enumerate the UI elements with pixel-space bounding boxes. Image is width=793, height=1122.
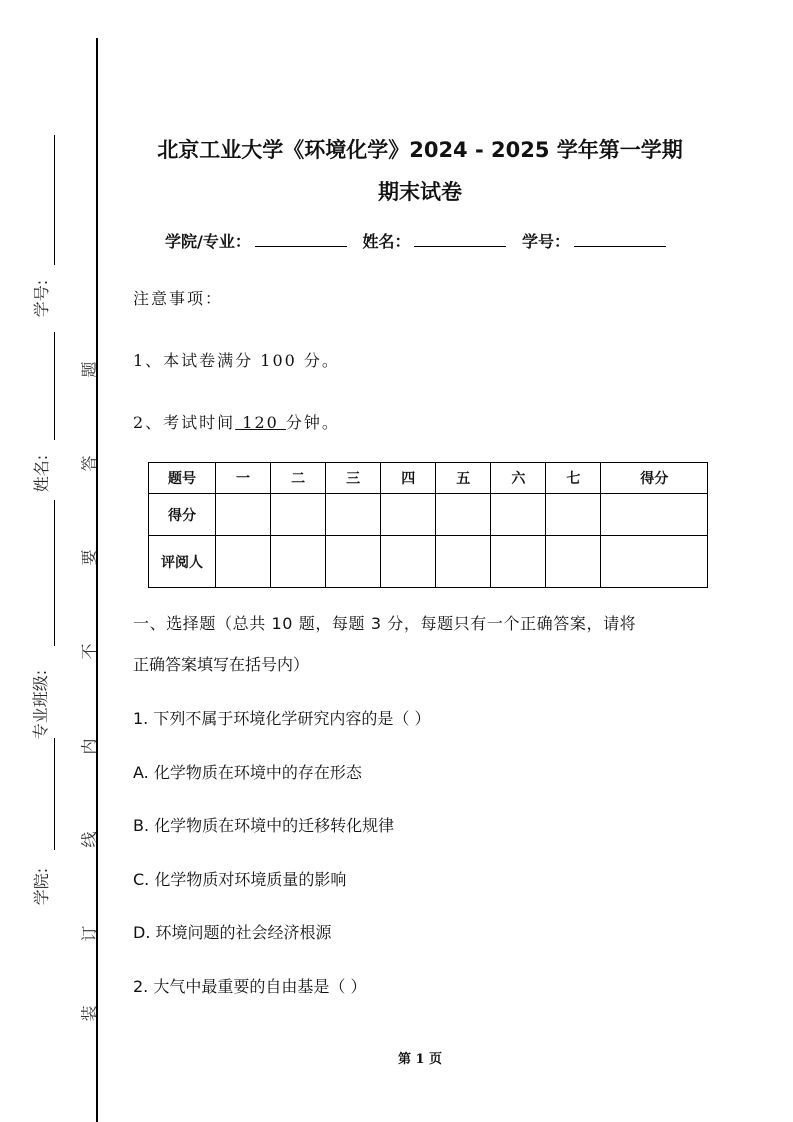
seal-char: 题 <box>79 361 99 378</box>
table-header: 题号 <box>149 463 216 494</box>
table-header: 四 <box>381 463 436 494</box>
exam-duration: 120 <box>235 413 286 432</box>
option-a: A. 化学物质在环境中的存在形态 <box>133 763 362 782</box>
table-header: 三 <box>326 463 381 494</box>
grader-cell[interactable] <box>216 536 271 588</box>
grader-cell[interactable] <box>601 536 708 588</box>
margin-line <box>54 738 55 850</box>
table-header: 五 <box>436 463 491 494</box>
seal-char: 要 <box>79 549 99 566</box>
section-heading: 一、选择题（总共 10 题，每题 3 分，每题只有一个正确答案，请将 <box>133 614 637 633</box>
score-cell[interactable] <box>491 494 546 536</box>
seal-char: 订 <box>79 925 99 942</box>
score-cell[interactable] <box>271 494 326 536</box>
margin-field-college: 学院: <box>32 867 52 906</box>
table-header: 七 <box>546 463 601 494</box>
margin-field-class: 专业班级: <box>31 669 51 740</box>
notes-heading: 注意事项： <box>133 289 224 308</box>
table-row <box>149 536 708 588</box>
table-row <box>149 494 708 536</box>
section-heading: 正确答案填写在括号内） <box>133 655 310 674</box>
page-number: 第 1 页 <box>397 1052 443 1067</box>
grader-cell[interactable] <box>326 536 381 588</box>
exam-subtitle: 期末试卷 <box>378 180 462 204</box>
grader-cell[interactable] <box>271 536 326 588</box>
seal-char: 内 <box>79 738 99 755</box>
grader-cell[interactable] <box>546 536 601 588</box>
student-info-row <box>165 229 676 252</box>
binding-line <box>96 38 98 1122</box>
option-b: B. 化学物质在环境中的迁移转化规律 <box>133 816 395 835</box>
grader-cell[interactable] <box>491 536 546 588</box>
note-item <box>133 410 340 433</box>
score-cell[interactable] <box>216 494 271 536</box>
name-blank[interactable] <box>414 233 506 247</box>
id-label: 学号： <box>522 232 571 251</box>
grader-cell[interactable] <box>436 536 491 588</box>
seal-char: 装 <box>79 1005 99 1022</box>
college-blank[interactable] <box>255 233 347 247</box>
note-item: 1、本试卷满分 100 分。 <box>133 351 340 370</box>
row-label: 评阅人 <box>149 536 216 588</box>
table-header: 二 <box>271 463 326 494</box>
college-label: 学院/专业： <box>165 232 251 251</box>
note-text: 分钟。 <box>285 413 340 432</box>
table-header: 一 <box>216 463 271 494</box>
note-text: 2、考试时间 <box>133 413 236 432</box>
table-header: 六 <box>491 463 546 494</box>
score-table <box>148 462 708 588</box>
margin-line <box>54 135 55 265</box>
seal-char: 答 <box>79 455 99 472</box>
name-label: 姓名： <box>362 232 411 251</box>
margin-field-student-id: 学号: <box>32 279 52 318</box>
option-d: D. 环境问题的社会经济根源 <box>133 923 332 942</box>
question-stem: 1. 下列不属于环境化学研究内容的是（ ） <box>133 709 431 728</box>
score-cell[interactable] <box>546 494 601 536</box>
question-stem: 2. 大气中最重要的自由基是（ ） <box>133 977 367 996</box>
margin-line <box>54 500 55 646</box>
margin-field-name: 姓名: <box>32 454 52 493</box>
option-c: C. 化学物质对环境质量的影响 <box>133 870 347 889</box>
id-blank[interactable] <box>574 233 666 247</box>
exam-title: 北京工业大学《环境化学》2024 - 2025 学年第一学期 <box>157 138 683 162</box>
seal-char: 不 <box>79 643 99 660</box>
grader-cell[interactable] <box>381 536 436 588</box>
row-label: 得分 <box>149 494 216 536</box>
margin-line <box>54 332 55 440</box>
score-cell[interactable] <box>381 494 436 536</box>
seal-char: 线 <box>79 831 99 848</box>
score-cell[interactable] <box>436 494 491 536</box>
score-cell[interactable] <box>601 494 708 536</box>
score-cell[interactable] <box>326 494 381 536</box>
table-header: 得分 <box>601 463 708 494</box>
